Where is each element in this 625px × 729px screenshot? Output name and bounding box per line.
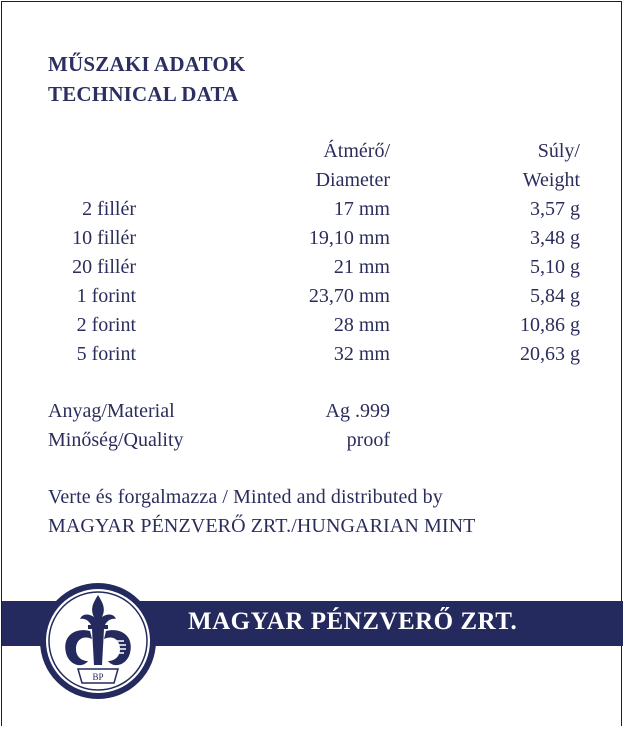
- quality-value: proof: [346, 429, 390, 451]
- coin-name: 1 forint: [76, 285, 136, 307]
- coin-diameter: 19,10 mm: [308, 227, 390, 249]
- coin-name: 20 fillér: [72, 256, 136, 278]
- coin-name: 10 fillér: [72, 227, 136, 249]
- coin-weight: 5,10 g: [530, 256, 580, 278]
- diameter-header-en: Diameter: [315, 169, 390, 191]
- coin-weight: 20,63 g: [520, 343, 580, 365]
- coin-name: 2 fillér: [82, 198, 136, 220]
- quality-label: Minőség/Quality: [48, 429, 184, 451]
- mint-logo-icon: [38, 581, 158, 701]
- material-label: Anyag/Material: [48, 400, 175, 422]
- coin-diameter: 21 mm: [333, 256, 390, 278]
- heading-hungarian: MŰSZAKI ADATOK: [48, 52, 246, 76]
- coin-diameter: 23,70 mm: [308, 285, 390, 307]
- coin-name: 2 forint: [76, 314, 136, 336]
- coin-diameter: 28 mm: [333, 314, 390, 336]
- coin-diameter: 17 mm: [333, 198, 390, 220]
- coin-diameter: 32 mm: [333, 343, 390, 365]
- coin-weight: 10,86 g: [520, 314, 580, 336]
- technical-data-card: [1, 1, 622, 726]
- diameter-header-hu: Átmérő/: [323, 140, 390, 162]
- weight-header-en: Weight: [522, 169, 580, 191]
- minted-by-line: Verte és forgalmazza / Minted and distributed by: [48, 486, 443, 508]
- banner-title: MAGYAR PÉNZVERŐ ZRT.: [188, 608, 518, 635]
- coin-weight: 3,57 g: [530, 198, 580, 220]
- mint-name-line: MAGYAR PÉNZVERŐ ZRT./HUNGARIAN MINT: [48, 515, 476, 537]
- weight-header-hu: Súly/: [537, 140, 580, 162]
- coin-weight: 3,48 g: [530, 227, 580, 249]
- coin-name: 5 forint: [76, 343, 136, 365]
- material-value: Ag .999: [325, 400, 390, 422]
- logo-initials: BP: [92, 672, 104, 682]
- coin-weight: 5,84 g: [530, 285, 580, 307]
- heading-english: TECHNICAL DATA: [48, 82, 239, 106]
